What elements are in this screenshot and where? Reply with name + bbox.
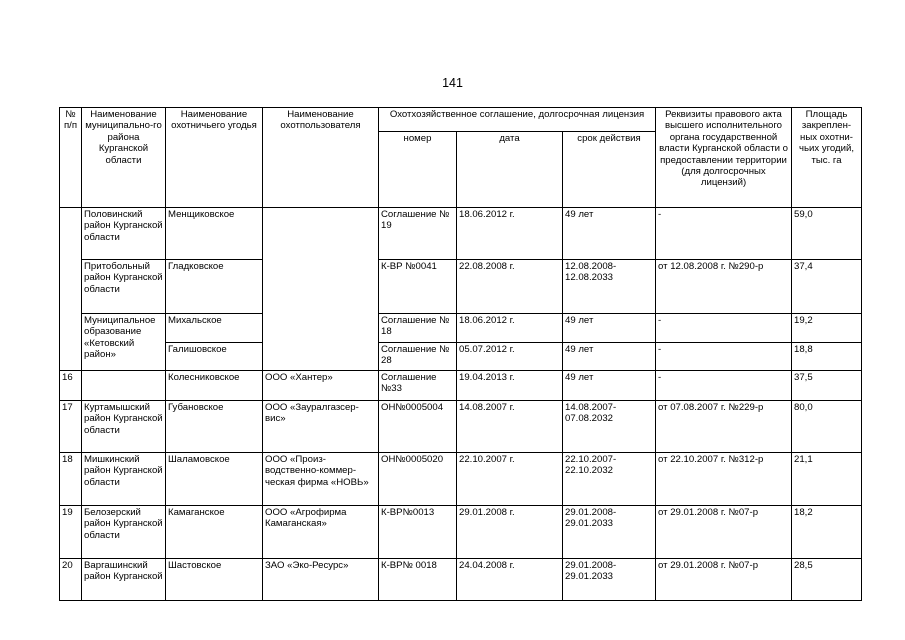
cell-number: К-ВР№0013 (379, 506, 457, 559)
cell-act: от 22.10.2007 г. №312-р (656, 453, 792, 506)
cell-ground: Камаганское (166, 506, 263, 559)
page-number: 141 (442, 76, 463, 90)
cell-ground: Гладковское (166, 260, 263, 314)
cell-ground: Менщиковское (166, 208, 263, 260)
header-agreement-term: срок действия (563, 132, 656, 208)
cell-area: 18,2 (792, 506, 862, 559)
cell-district: Куртамышский район Курганской области (82, 401, 166, 453)
table-row (60, 343, 862, 371)
cell-district: Притобольный район Курганской области (82, 260, 166, 314)
cell-user: ООО «Зауралгазсер-вис» (263, 401, 379, 453)
cell-district: Белозерский район Курганской области (82, 506, 166, 559)
cell-ground: Шаламовское (166, 453, 263, 506)
cell-ground: Галишовское (166, 343, 263, 371)
header-legal-act: Реквизиты правового акта высшего исполнительного органа государственной власти Курганской области о предоставлении территории (для долгосрочных лицензий) (656, 108, 792, 208)
cell-date: 05.07.2012 г. (457, 343, 563, 371)
cell-num: 16 (60, 371, 82, 401)
cell-user: ООО «Агрофирма Камаганская» (263, 506, 379, 559)
cell-term: 49 лет (563, 343, 656, 371)
cell-date: 24.04.2008 г. (457, 559, 563, 601)
cell-act: от 29.01.2008 г. №07-р (656, 506, 792, 559)
cell-act: - (656, 208, 792, 260)
cell-num: 17 (60, 401, 82, 453)
table-row (60, 453, 862, 506)
cell-area: 28,5 (792, 559, 862, 601)
cell-date: 14.08.2007 г. (457, 401, 563, 453)
cell-act: от 12.08.2008 г. №290-р (656, 260, 792, 314)
cell-number: Соглашение №33 (379, 371, 457, 401)
cell-district (82, 371, 166, 401)
header-district: Наименование муниципально-го района Курганской области (82, 108, 166, 208)
cell-user: ЗАО «Эко-Ресурс» (263, 559, 379, 601)
cell-act: - (656, 371, 792, 401)
cell-district: Муниципальное образование «Кетовский район» (82, 314, 166, 371)
cell-district: Мишкинский район Курганской области (82, 453, 166, 506)
header-agreement-number: номер (379, 132, 457, 208)
cell-number: ОН№0005020 (379, 453, 457, 506)
cell-term: 12.08.2008-12.08.2033 (563, 260, 656, 314)
cell-num: 20 (60, 559, 82, 601)
header-agreement: Охотхозяйственное соглашение, долгосрочная лицензия (379, 108, 656, 132)
cell-term: 49 лет (563, 208, 656, 260)
cell-term: 14.08.2007-07.08.2032 (563, 401, 656, 453)
cell-num: 18 (60, 453, 82, 506)
cell-area: 37,5 (792, 371, 862, 401)
table-row (60, 506, 862, 559)
cell-ground: Шастовское (166, 559, 263, 601)
cell-user: ООО «Произ-водственно-коммер-ческая фирма «НОВЬ» (263, 453, 379, 506)
cell-ground: Губановское (166, 401, 263, 453)
cell-act: от 29.01.2008 г. №07-р (656, 559, 792, 601)
cell-number: Соглашение № 18 (379, 314, 457, 343)
cell-term: 49 лет (563, 371, 656, 401)
cell-date: 22.10.2007 г. (457, 453, 563, 506)
header-area: Площадь закреплен-ных охотни-чьих угодий, тыс. га (792, 108, 862, 208)
cell-number: Соглашение № 28 (379, 343, 457, 371)
header-num: № п/п (60, 108, 82, 208)
cell-district: Варгашинский район Курганской (82, 559, 166, 601)
table-row (60, 371, 862, 401)
table-row (60, 559, 862, 601)
table-row (60, 401, 862, 453)
cell-district: Половинский район Курганской области (82, 208, 166, 260)
table-row (60, 260, 862, 314)
cell-area: 19,2 (792, 314, 862, 343)
cell-number: ОН№0005004 (379, 401, 457, 453)
cell-ground: Колесниковское (166, 371, 263, 401)
cell-number: К-ВР №0041 (379, 260, 457, 314)
cell-date: 18.06.2012 г. (457, 314, 563, 343)
cell-act: от 07.08.2007 г. №229-р (656, 401, 792, 453)
cell-area: 21,1 (792, 453, 862, 506)
cell-term: 49 лет (563, 314, 656, 343)
cell-number: Соглашение № 19 (379, 208, 457, 260)
cell-area: 18,8 (792, 343, 862, 371)
hunting-grounds-table (59, 107, 862, 601)
cell-user: ООО «Хантер» (263, 371, 379, 401)
cell-term: 29.01.2008-29.01.2033 (563, 506, 656, 559)
cell-number: К-ВР№ 0018 (379, 559, 457, 601)
cell-area: 59,0 (792, 208, 862, 260)
table-row (60, 314, 862, 343)
header-agreement-date: дата (457, 132, 563, 208)
cell-date: 22.08.2008 г. (457, 260, 563, 314)
cell-user (263, 208, 379, 371)
cell-ground: Михальское (166, 314, 263, 343)
cell-term: 22.10.2007-22.10.2032 (563, 453, 656, 506)
cell-area: 80,0 (792, 401, 862, 453)
cell-area: 37,4 (792, 260, 862, 314)
cell-date: 29.01.2008 г. (457, 506, 563, 559)
cell-term: 29.01.2008-29.01.2033 (563, 559, 656, 601)
cell-num: 19 (60, 506, 82, 559)
header-ground: Наименование охотничьего угодья (166, 108, 263, 208)
header-user: Наименование охотпользователя (263, 108, 379, 208)
cell-num (60, 208, 82, 371)
cell-date: 18.06.2012 г. (457, 208, 563, 260)
table-row (60, 208, 862, 260)
cell-act: - (656, 343, 792, 371)
cell-date: 19.04.2013 г. (457, 371, 563, 401)
cell-act: - (656, 314, 792, 343)
